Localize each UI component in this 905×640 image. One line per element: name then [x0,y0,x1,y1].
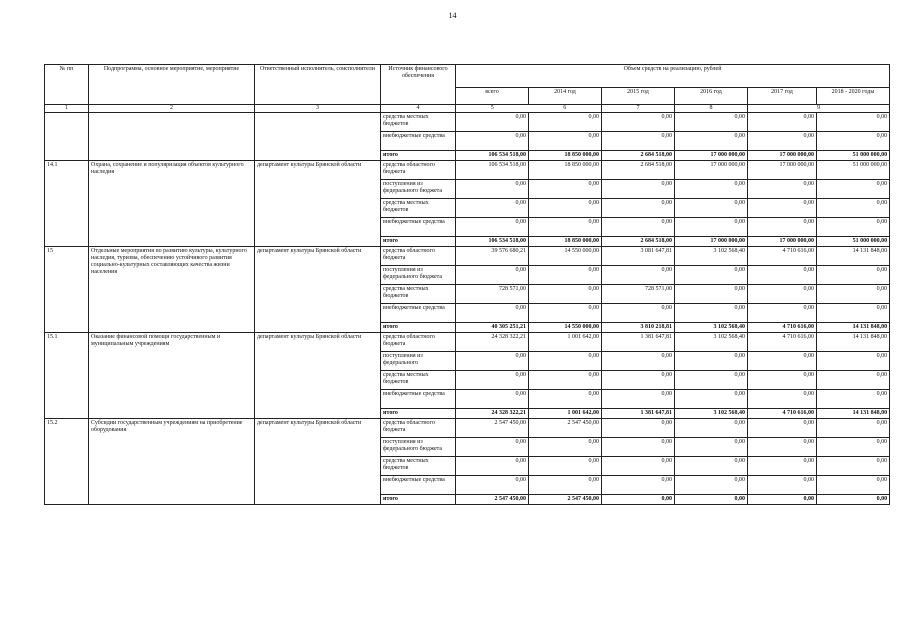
amount-cell: 0,00 [456,218,529,237]
amount-cell: 0,00 [675,218,748,237]
header-year: 2017 год [748,88,817,105]
activity-name: Отдельные мероприятия по развитию культуры, культурного наследия, туризма, обеспечению устойчивого развития социально-культурных составляющих качества жизни населения [89,247,255,333]
amount-cell: 2 684 518,00 [602,237,675,247]
amount-cell: 3 081 647,81 [602,247,675,266]
source-cell: средства местных бюджетов [381,199,456,218]
column-number: 8 [675,105,748,113]
header-year: 2015 год [602,88,675,105]
amount-cell: 0,00 [817,113,890,132]
amount-cell: 0,00 [748,132,817,151]
amount-cell: 0,00 [529,113,602,132]
amount-cell: 0,00 [675,495,748,505]
carry-empty-cell [45,113,89,161]
amount-cell: 0,00 [817,371,890,390]
amount-cell: 0,00 [529,304,602,323]
amount-cell: 0,00 [602,495,675,505]
amount-cell: 0,00 [602,180,675,199]
amount-cell: 0,00 [748,495,817,505]
amount-cell: 0,00 [817,304,890,323]
amount-cell: 0,00 [748,438,817,457]
source-cell: поступления из федерального [381,352,456,371]
column-number: 5 [490,105,494,111]
source-cell: средства областного бюджета [381,419,456,438]
amount-cell: 14 550 000,00 [529,247,602,266]
header-source: Источник финансового обеспечения [381,65,456,105]
column-number: 4 [381,105,456,113]
amount-cell: 0,00 [675,438,748,457]
amount-cell: 3 102 568,40 [675,409,748,419]
header-no: № пп [45,65,89,105]
amount-cell: 14 131 848,00 [817,247,890,266]
amount-cell: 0,00 [602,419,675,438]
amount-cell: 0,00 [456,352,529,371]
amount-cell: 0,00 [675,476,748,495]
executor-name: департамент культуры Брянской области [255,247,381,333]
amount-cell: 0,00 [748,419,817,438]
source-cell: внебюджетные средства [381,390,456,409]
amount-cell: 0,00 [675,113,748,132]
amount-cell: 0,00 [675,419,748,438]
amount-cell: 0,00 [817,352,890,371]
amount-cell: 0,00 [817,132,890,151]
source-cell: итого [381,151,456,161]
amount-cell: 0,00 [529,285,602,304]
amount-cell: 14 131 848,00 [817,333,890,352]
source-cell: средства областного бюджета [381,161,456,180]
source-cell: итого [381,237,456,247]
amount-cell: 17 000 000,00 [675,151,748,161]
amount-cell: 106 534 518,00 [456,237,529,247]
source-cell: поступления из федерального бюджета [381,266,456,285]
column-number-row [45,105,890,113]
amount-cell: 0,00 [748,457,817,476]
amount-cell: 0,00 [748,199,817,218]
amount-cell: 17 000 000,00 [748,161,817,180]
source-cell: средства местных бюджетов [381,371,456,390]
amount-cell: 0,00 [602,113,675,132]
amount-cell: 0,00 [817,285,890,304]
column-number-pair [456,105,602,113]
amount-cell: 0,00 [456,132,529,151]
amount-cell: 2 547 450,00 [456,495,529,505]
carry-empty-cell [89,113,255,161]
amount-cell: 0,00 [748,371,817,390]
amount-cell: 3 102 568,40 [675,247,748,266]
amount-cell: 51 000 000,00 [817,151,890,161]
source-cell: поступления из федерального бюджета [381,180,456,199]
amount-cell: 0,00 [817,419,890,438]
amount-cell: 17 000 000,00 [675,161,748,180]
table-row [45,247,890,266]
header-program: Подпрограмма, основное мероприятие, мероприятие [89,65,255,105]
amount-cell: 0,00 [602,132,675,151]
amount-cell: 0,00 [675,390,748,409]
amount-cell: 0,00 [529,266,602,285]
budget-table [44,64,890,505]
amount-cell: 0,00 [456,457,529,476]
amount-cell: 14 131 848,00 [817,323,890,333]
amount-cell: 0,00 [817,266,890,285]
amount-cell: 0,00 [748,285,817,304]
source-cell: средства областного бюджета [381,247,456,266]
column-number: 9 [817,105,821,111]
amount-cell: 2 547 450,00 [529,419,602,438]
amount-cell: 17 000 000,00 [748,237,817,247]
column-number [748,105,890,113]
amount-cell: 4 710 616,00 [748,247,817,266]
column-number: 6 [563,105,567,111]
amount-cell: 3 810 218,81 [602,323,675,333]
amount-cell: 0,00 [748,476,817,495]
amount-cell: 0,00 [675,457,748,476]
amount-cell: 0,00 [817,218,890,237]
table-body [45,113,890,505]
amount-cell: 0,00 [817,476,890,495]
amount-cell: 18 850 000,00 [529,151,602,161]
source-cell: итого [381,495,456,505]
amount-cell: 24 328 322,21 [456,333,529,352]
amount-cell: 0,00 [456,438,529,457]
amount-cell: 0,00 [529,218,602,237]
table-row [45,113,890,132]
amount-cell: 0,00 [602,371,675,390]
amount-cell: 0,00 [456,390,529,409]
source-cell: итого [381,323,456,333]
amount-cell: 0,00 [602,352,675,371]
amount-cell: 0,00 [817,438,890,457]
table-row [45,419,890,438]
amount-cell: 0,00 [748,352,817,371]
amount-cell: 0,00 [529,371,602,390]
column-number: 3 [255,105,381,113]
header-volume: Объем средств на реализацию, рублей [456,65,890,88]
amount-cell: 1 381 647,81 [602,409,675,419]
amount-cell: 0,00 [675,352,748,371]
amount-cell: 4 710 616,00 [748,333,817,352]
header-year: 2014 год [529,88,602,105]
amount-cell: 0,00 [602,218,675,237]
amount-cell: 0,00 [748,180,817,199]
amount-cell: 1 001 642,00 [529,409,602,419]
amount-cell: 24 328 322,21 [456,409,529,419]
amount-cell: 0,00 [456,476,529,495]
activity-name: Охрана, сохранение и популяризация объектов культурного наследия [89,161,255,247]
executor-name: департамент культуры Брянской области [255,333,381,419]
amount-cell: 0,00 [602,266,675,285]
activity-name: Оказание финансовой помощи государственным и муниципальным учреждениям [89,333,255,419]
amount-cell: 2 547 450,00 [529,495,602,505]
amount-cell: 2 684 518,00 [602,161,675,180]
carry-empty-cell [255,113,381,161]
amount-cell: 0,00 [817,390,890,409]
amount-cell: 106 534 518,00 [456,161,529,180]
row-number: 15 [45,247,89,333]
amount-cell: 0,00 [529,132,602,151]
amount-cell: 0,00 [675,371,748,390]
row-number: 14.1 [45,161,89,247]
source-cell: внебюджетные средства [381,132,456,151]
table-row [45,161,890,180]
amount-cell: 14 131 848,00 [817,409,890,419]
header-row-top [45,65,890,88]
executor-name: департамент культуры Брянской области [255,161,381,247]
table-row [45,333,890,352]
amount-cell: 18 850 000,00 [529,161,602,180]
source-cell: средства местных бюджетов [381,285,456,304]
amount-cell: 2 684 518,00 [602,151,675,161]
amount-cell: 0,00 [602,457,675,476]
amount-cell: 0,00 [675,180,748,199]
amount-cell: 0,00 [817,199,890,218]
column-number: 2 [89,105,255,113]
amount-cell: 0,00 [675,304,748,323]
amount-cell: 1 381 647,81 [602,333,675,352]
amount-cell: 0,00 [456,180,529,199]
amount-cell: 0,00 [529,476,602,495]
source-cell: внебюджетные средства [381,304,456,323]
amount-cell: 1 001 642,00 [529,333,602,352]
amount-cell: 40 305 251,21 [456,323,529,333]
amount-cell: 0,00 [817,180,890,199]
source-cell: средства местных бюджетов [381,113,456,132]
amount-cell: 4 710 616,00 [748,323,817,333]
amount-cell: 0,00 [456,199,529,218]
header-year: всего [456,88,529,105]
amount-cell: 0,00 [748,113,817,132]
amount-cell: 51 000 000,00 [817,161,890,180]
source-cell: итого [381,409,456,419]
column-number: 7 [602,105,675,113]
amount-cell: 18 850 000,00 [529,237,602,247]
amount-cell: 0,00 [817,457,890,476]
amount-cell: 17 000 000,00 [675,237,748,247]
column-number: 1 [45,105,89,113]
amount-cell: 0,00 [748,390,817,409]
amount-cell: 14 550 000,00 [529,323,602,333]
amount-cell: 0,00 [602,304,675,323]
amount-cell: 0,00 [675,266,748,285]
amount-cell: 728 571,00 [456,285,529,304]
amount-cell: 3 102 568,40 [675,333,748,352]
row-number: 15.1 [45,333,89,419]
amount-cell: 0,00 [675,199,748,218]
amount-cell: 0,00 [602,199,675,218]
amount-cell: 0,00 [748,266,817,285]
page-number: 14 [448,11,457,20]
amount-cell: 728 571,00 [602,285,675,304]
amount-cell: 0,00 [675,132,748,151]
header-year: 2016 год [675,88,748,105]
amount-cell: 51 000 000,00 [817,237,890,247]
amount-cell: 0,00 [602,390,675,409]
amount-cell: 0,00 [529,438,602,457]
source-cell: внебюджетные средства [381,218,456,237]
amount-cell: 0,00 [529,390,602,409]
amount-cell: 0,00 [456,304,529,323]
amount-cell: 3 102 568,40 [675,323,748,333]
source-cell: средства местных бюджетов [381,457,456,476]
amount-cell: 0,00 [456,371,529,390]
amount-cell: 0,00 [817,495,890,505]
header-executor: Ответственный исполнитель, соисполнители [255,65,381,105]
amount-cell: 106 534 518,00 [456,151,529,161]
source-cell: средства областного бюджета [381,333,456,352]
amount-cell: 0,00 [456,113,529,132]
amount-cell: 0,00 [602,476,675,495]
amount-cell: 0,00 [529,180,602,199]
source-cell: внебюджетные средства [381,476,456,495]
amount-cell: 0,00 [675,285,748,304]
amount-cell: 17 000 000,00 [748,151,817,161]
row-number: 15.2 [45,419,89,505]
amount-cell: 2 547 450,00 [456,419,529,438]
amount-cell: 0,00 [529,199,602,218]
amount-cell: 0,00 [602,438,675,457]
amount-cell: 0,00 [456,266,529,285]
amount-cell: 0,00 [748,218,817,237]
amount-cell: 39 576 680,21 [456,247,529,266]
header-year: 2018 - 2020 годы [817,88,890,105]
amount-cell: 0,00 [529,457,602,476]
amount-cell: 0,00 [529,352,602,371]
executor-name: департамент культуры Брянской области [255,419,381,505]
source-cell: поступления из федерального бюджета [381,438,456,457]
amount-cell: 4 710 616,00 [748,409,817,419]
amount-cell: 0,00 [748,304,817,323]
activity-name: Субсидии государственным учреждениям на приобретение оборудования [89,419,255,505]
